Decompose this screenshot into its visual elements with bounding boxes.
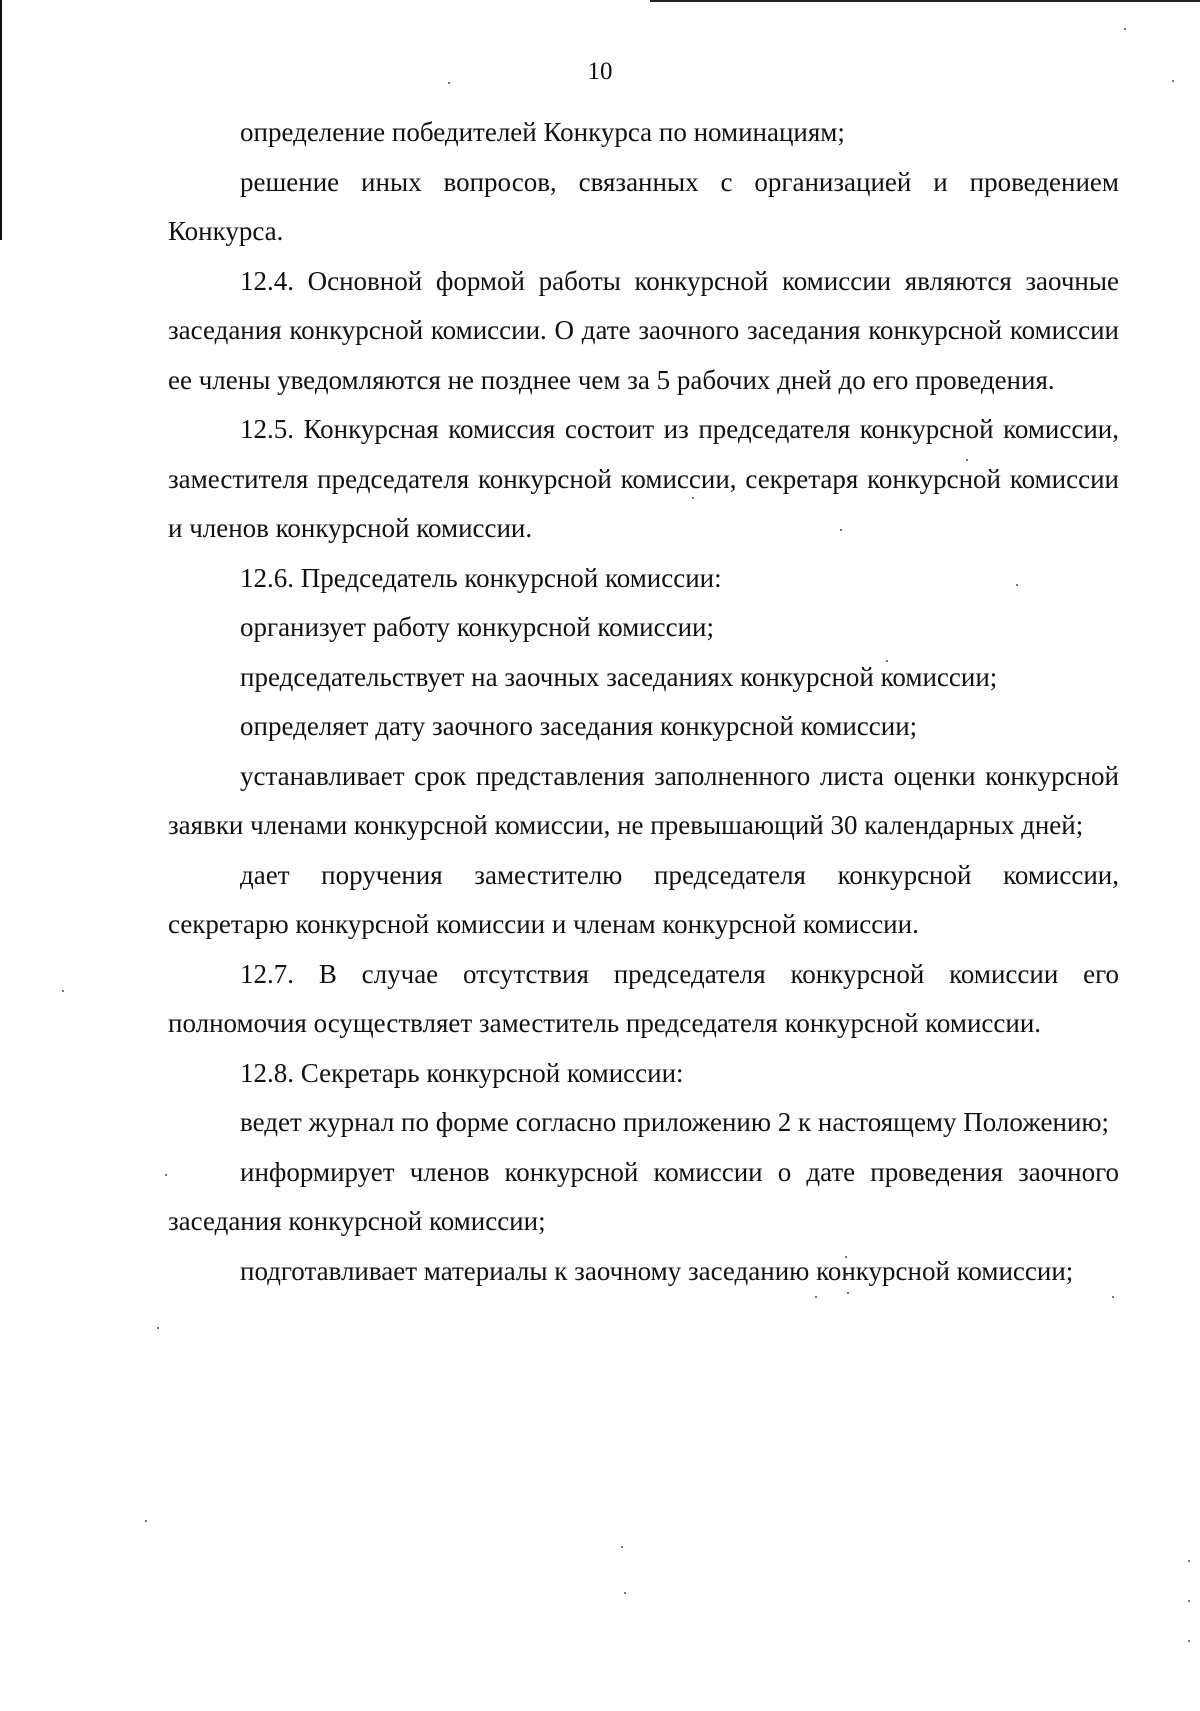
scan-speck xyxy=(621,1546,623,1548)
paragraph: 12.6. Председатель конкурсной комиссии: xyxy=(240,562,722,593)
scan-speck xyxy=(1188,1560,1190,1562)
scan-speck xyxy=(1188,1600,1190,1602)
paragraph: 12.4. Основной формой работы конкурсной комиссии являются заочные заседания конкурсной комиссии. О дате заочного заседания конкурсной комиссии ее члены уведомляются не позднее чем за 5 рабочих дней до его проведения. xyxy=(168,265,1119,395)
paragraph: 12.8. Секретарь конкурсной комиссии: xyxy=(240,1057,684,1088)
paragraph: председательствует на заочных заседаниях конкурсной комиссии; xyxy=(240,661,998,692)
paragraph: определяет дату заочного заседания конкурсной комиссии; xyxy=(240,711,918,741)
document-body xyxy=(168,108,1119,1296)
paragraph: 12.5. Конкурсная комиссия состоит из председателя конкурсной комиссии, заместителя председателя конкурсной комиссии, секретаря конкурсной комиссии и членов конкурсной комиссии. xyxy=(168,414,1119,543)
scan-speck xyxy=(145,1520,147,1522)
paragraph: 12.7. В случае отсутствия председателя конкурсной комиссии его полномочия осуществляет заместитель председателя конкурсной комиссии. xyxy=(168,958,1119,1038)
paragraph: организует работу конкурсной комиссии; xyxy=(240,612,714,642)
paragraph: определение победителей Конкурса по номинациям; xyxy=(240,117,845,147)
scan-edge-left xyxy=(0,0,2,240)
scan-speck xyxy=(1124,28,1126,30)
scan-speck xyxy=(1188,1640,1190,1642)
paragraph: подготавливает материалы к заочному заседанию конкурсной комиссии; xyxy=(240,1255,1074,1286)
scan-speck xyxy=(815,1296,817,1298)
paragraph: информирует членов конкурсной комиссии о дате проведения заочного заседания конкурсной комиссии; xyxy=(168,1156,1119,1236)
scan-edge-top xyxy=(650,0,1200,2)
scan-speck xyxy=(157,1327,159,1329)
page-number: 10 xyxy=(587,58,613,85)
paragraph: ведет журнал по форме согласно приложению 2 к настоящему Положению; xyxy=(240,1107,1110,1137)
paragraph: дает поручения заместителю председателя конкурсной комиссии, секретарю конкурсной комиссии и членам конкурсной комиссии. xyxy=(168,859,1119,939)
paragraph: устанавливает срок представления заполненного листа оценки конкурсной заявки членами конкурсной комиссии, не превышающий 30 календарных дней; xyxy=(168,760,1119,840)
paragraph: решение иных вопросов, связанных с организацией и проведением Конкурса. xyxy=(168,166,1119,246)
scan-speck xyxy=(165,1174,167,1176)
scan-speck xyxy=(62,990,64,992)
scan-speck xyxy=(624,1592,626,1594)
scan-speck xyxy=(1112,1296,1114,1298)
